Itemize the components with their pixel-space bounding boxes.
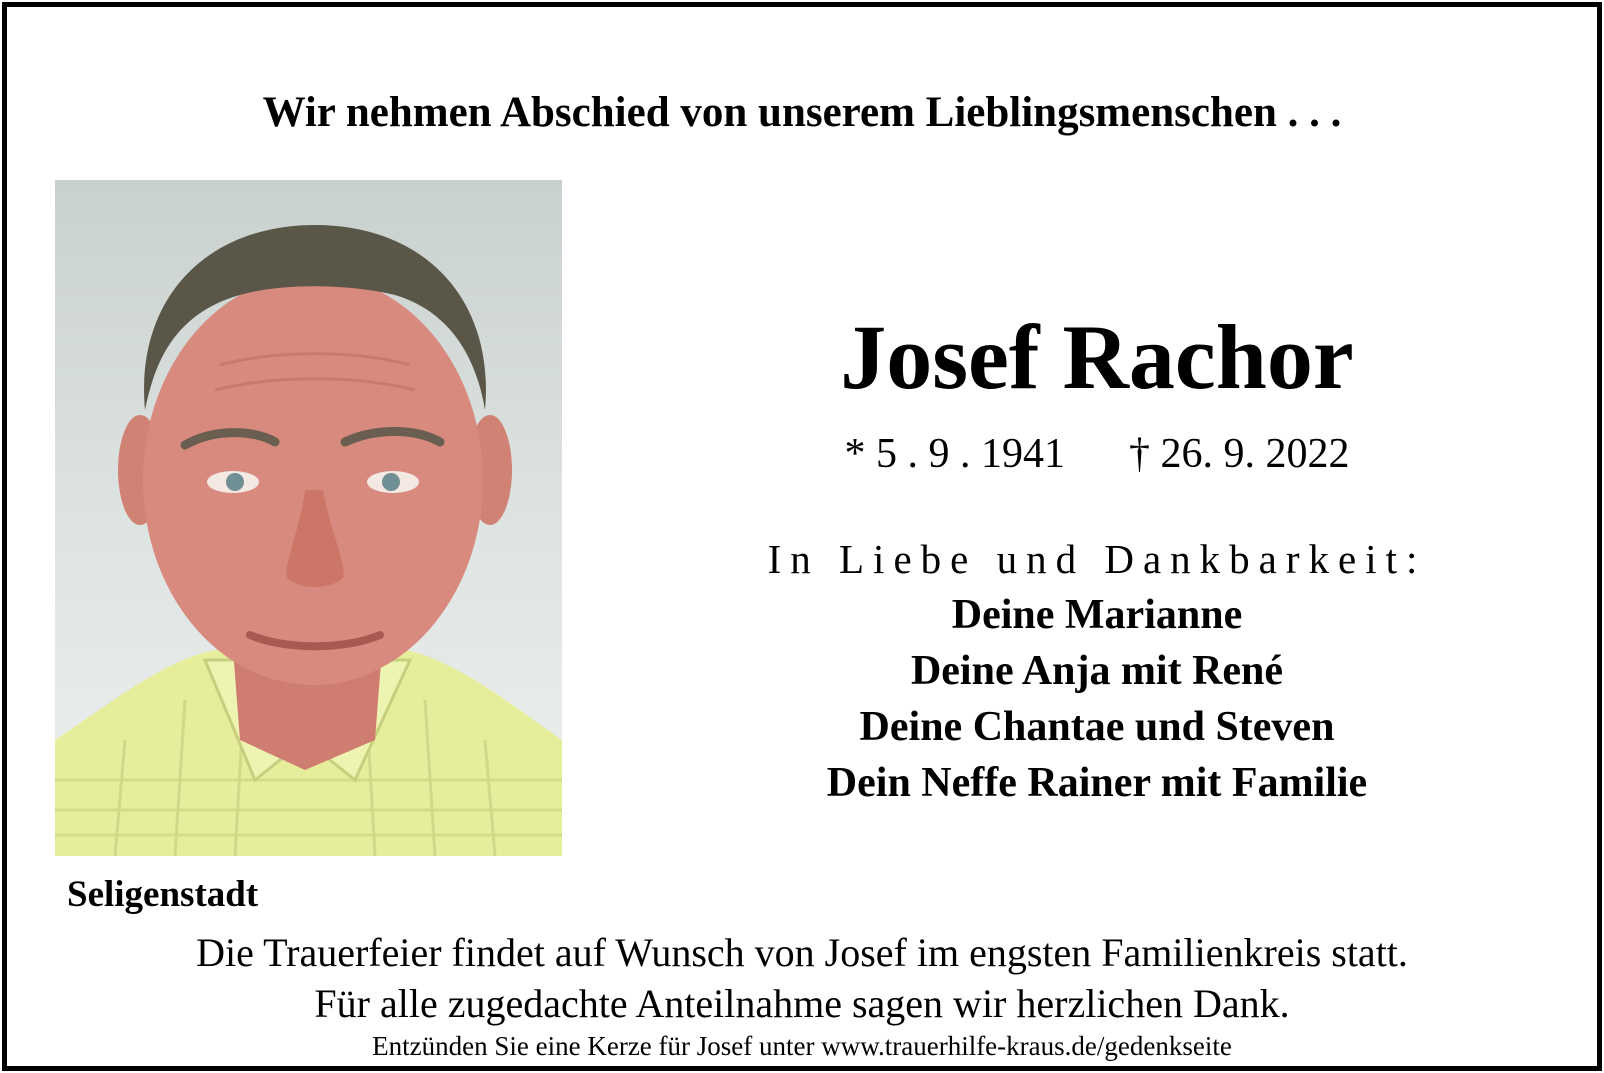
obituary-frame [2, 2, 1602, 1071]
mourner-entry: Deine Marianne [951, 592, 1243, 638]
memorial-candle-note: Entzünden Sie eine Kerze für Josef unter www.trauerhilfe-kraus.de/gedenkseite [372, 1031, 1232, 1061]
life-dates [607, 429, 1587, 479]
funeral-notice-line: Die Trauerfeier findet auf Wunsch von Josef im engsten Familienkreis statt. [196, 930, 1408, 975]
headline: Wir nehmen Abschied von unserem Lieblingsmenschen . . . [262, 89, 1342, 136]
mourner-entry: Deine Chantae und Steven [859, 704, 1335, 750]
thanks-notice-line: Für alle zugedachte Anteilnahme sagen wir herzlichen Dank. [314, 981, 1290, 1026]
death-date: † 26. 9. 2022 [1129, 431, 1350, 477]
mourners-list [607, 587, 1587, 811]
deceased-name: Josef Rachor [840, 306, 1354, 408]
dedication-intro: In Liebe und Dankbarkeit: [767, 536, 1427, 582]
birth-date: * 5 . 9 . 1941 [844, 431, 1065, 477]
portrait-photo [55, 180, 562, 856]
place-name: Seligenstadt [67, 874, 259, 915]
mourner-entry: Dein Neffe Rainer mit Familie [826, 760, 1368, 806]
mourner-entry: Deine Anja mit René [910, 648, 1284, 694]
